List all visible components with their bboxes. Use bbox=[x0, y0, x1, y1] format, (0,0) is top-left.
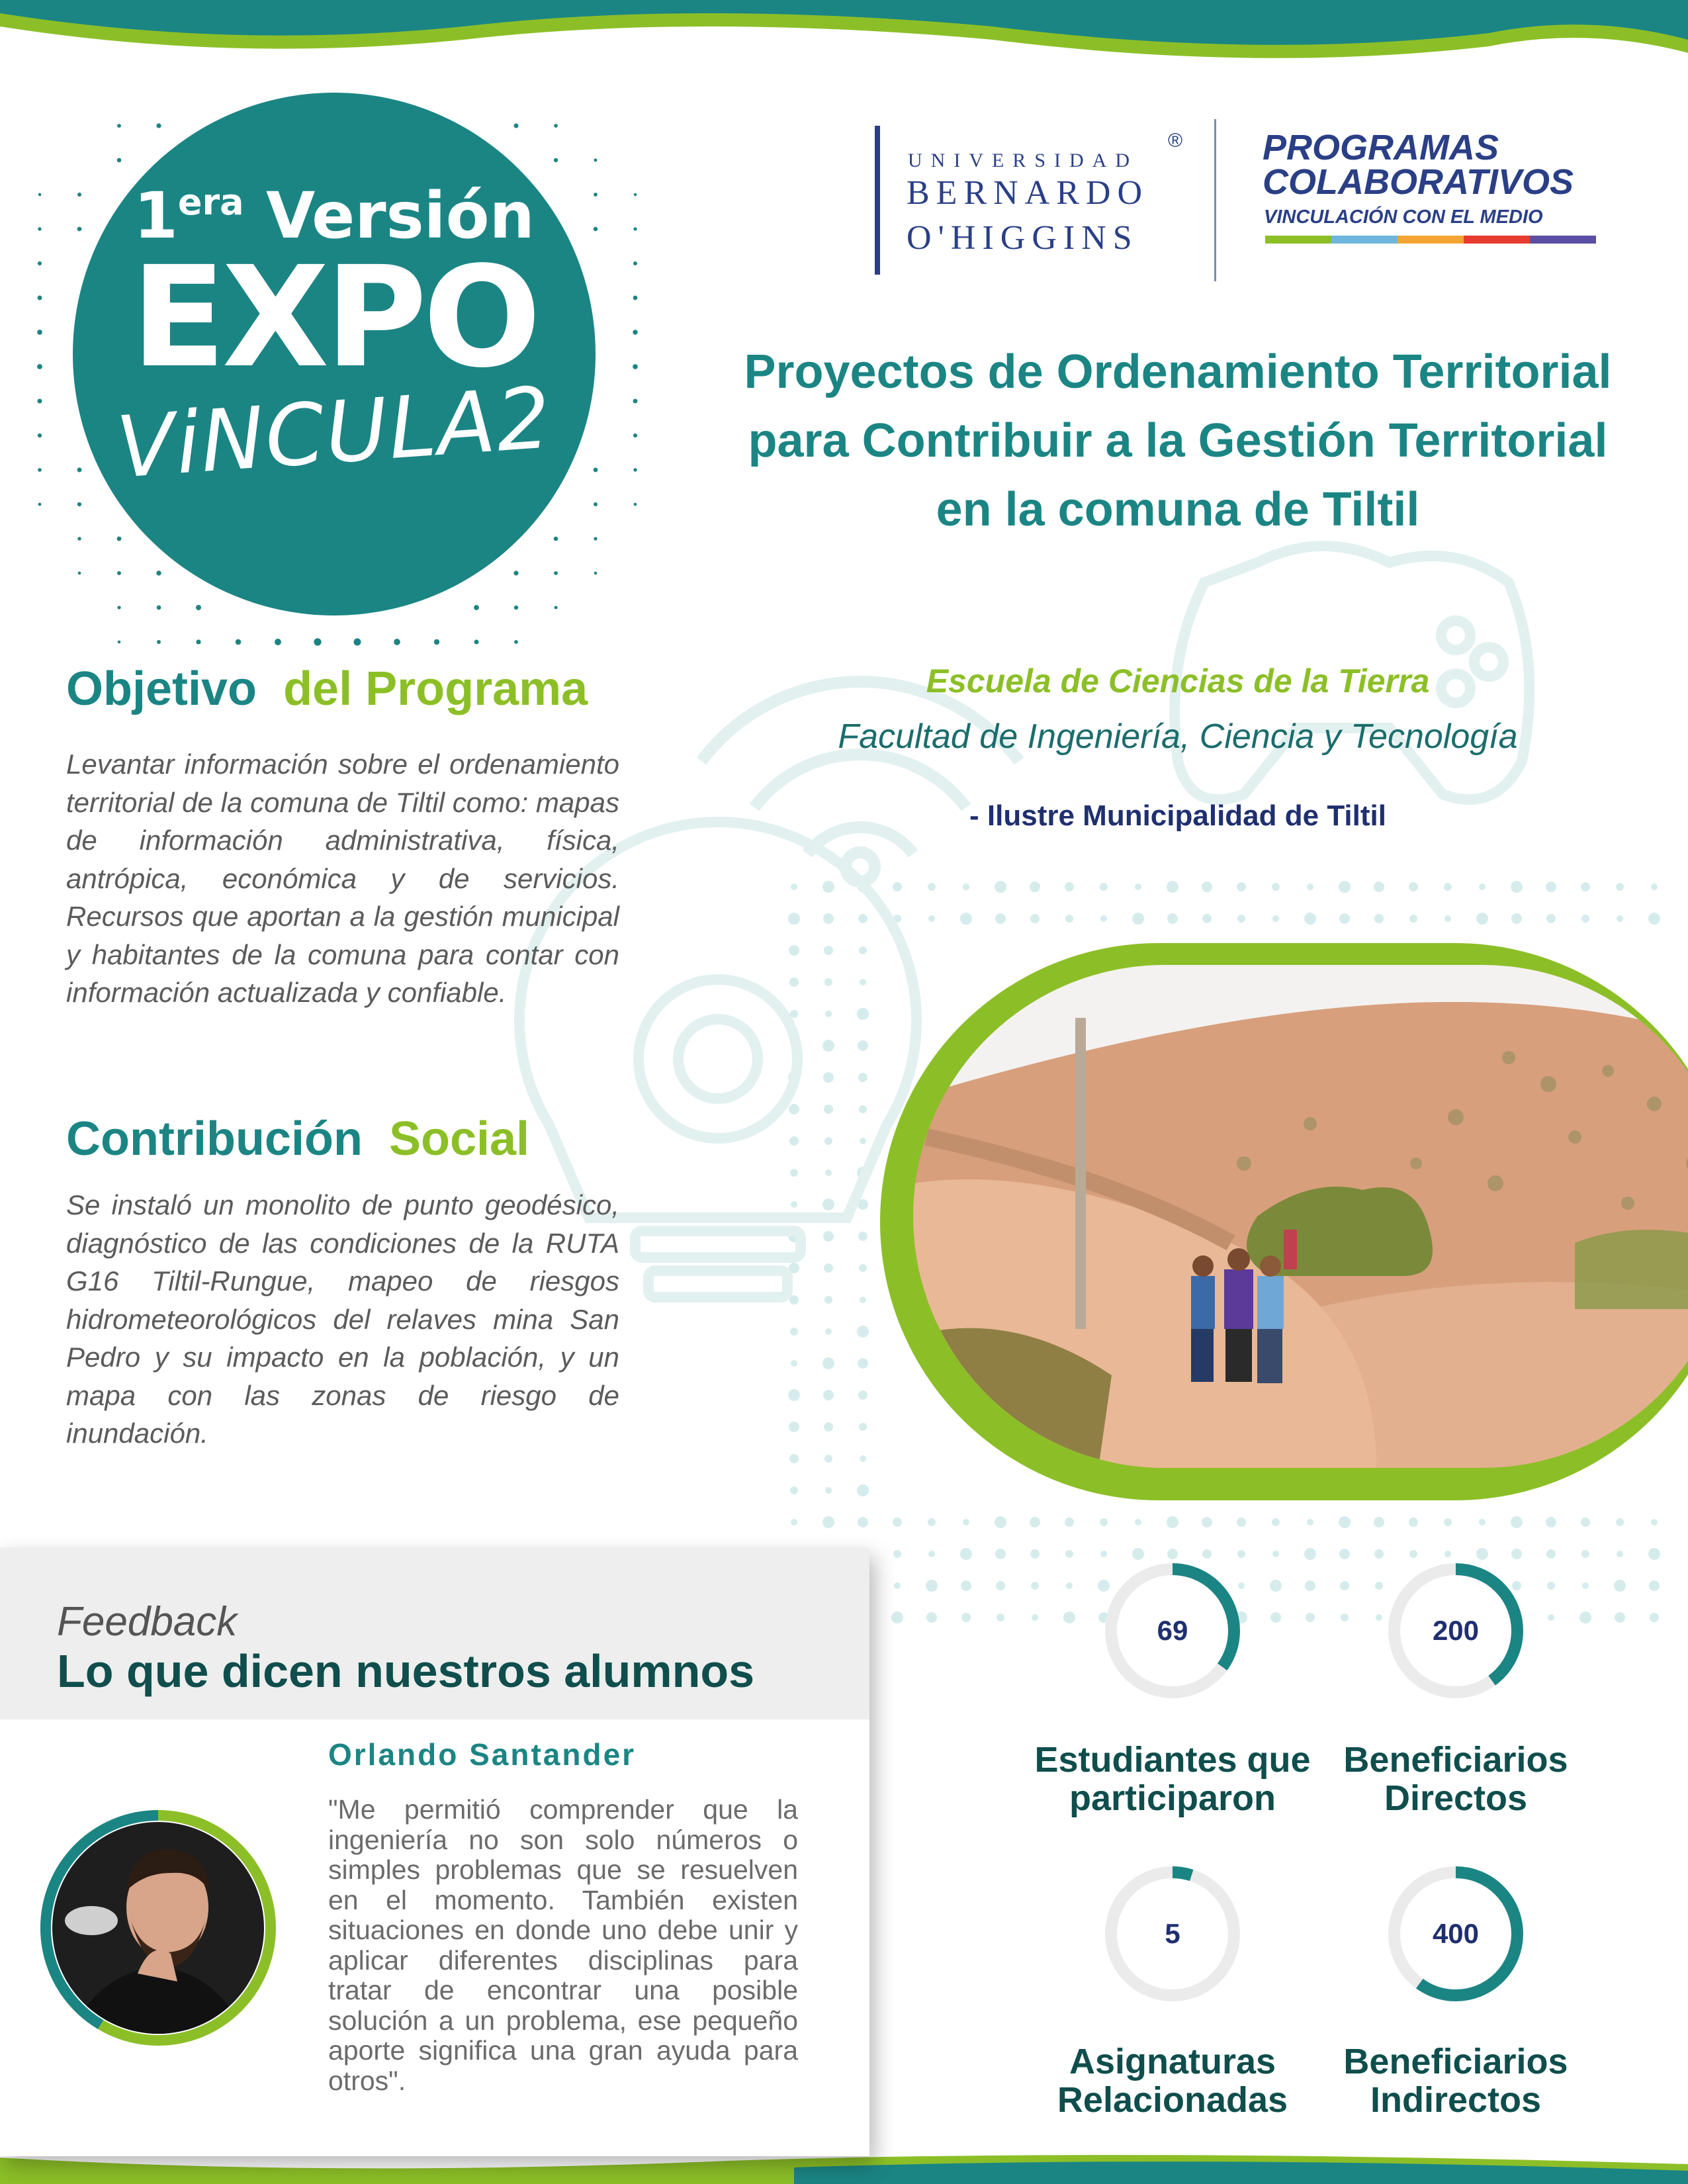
color-strip-segment bbox=[1265, 236, 1331, 244]
decorative-dot bbox=[1032, 1614, 1038, 1621]
decorative-dot bbox=[824, 1137, 832, 1145]
decorative-dot bbox=[858, 1232, 867, 1241]
university-logo-small: UNIVERSIDAD bbox=[908, 150, 1138, 171]
decorative-dot bbox=[1409, 1550, 1417, 1558]
decorative-dot bbox=[157, 606, 161, 610]
decorative-dot bbox=[1648, 1548, 1660, 1560]
decorative-dot bbox=[474, 605, 479, 610]
decorative-dot bbox=[1617, 1551, 1623, 1557]
decorative-dot bbox=[789, 1136, 799, 1146]
decorative-dot bbox=[633, 468, 637, 471]
decorative-dot bbox=[1304, 913, 1316, 925]
decorative-dot bbox=[1409, 1518, 1418, 1527]
decorative-dot bbox=[1270, 1612, 1281, 1623]
decorative-dot bbox=[1272, 1518, 1280, 1526]
stat-value: 400 bbox=[1432, 1918, 1480, 1949]
decorative-dot bbox=[1409, 882, 1418, 891]
decorative-dot bbox=[554, 571, 558, 575]
stat-label: Beneficiarios Indirectos bbox=[1343, 2042, 1568, 2120]
decorative-dot bbox=[791, 1519, 797, 1525]
decorative-dot bbox=[1030, 914, 1040, 923]
decorative-dot bbox=[554, 537, 558, 541]
decorative-dot bbox=[1581, 1550, 1589, 1558]
decorative-dot bbox=[893, 1518, 902, 1527]
decorative-dot bbox=[860, 1455, 866, 1462]
decorative-dot bbox=[1304, 1548, 1316, 1560]
decorative-dot bbox=[514, 124, 519, 128]
decorative-dot bbox=[594, 468, 598, 473]
decorative-dot bbox=[1339, 913, 1350, 924]
decorative-dot bbox=[963, 1519, 969, 1525]
university-logo-line2: O'HIGGINS bbox=[907, 219, 1139, 257]
decorative-dot bbox=[77, 537, 81, 540]
decorative-dot bbox=[1237, 1518, 1246, 1527]
decorative-dot bbox=[824, 1455, 832, 1463]
decorative-dot bbox=[858, 1040, 868, 1051]
decorative-dot bbox=[1272, 883, 1280, 891]
social-heading-part1: Contribución bbox=[66, 1113, 363, 1165]
decorative-dot bbox=[434, 639, 439, 645]
decorative-dot bbox=[822, 1357, 834, 1369]
decorative-dot bbox=[824, 1105, 833, 1114]
decorative-dot bbox=[1476, 913, 1488, 925]
decorative-dot bbox=[1237, 915, 1245, 923]
decorative-dot bbox=[1167, 881, 1178, 893]
decorative-dot bbox=[196, 639, 200, 644]
decorative-dot bbox=[1511, 881, 1523, 893]
decorative-dot bbox=[1376, 1614, 1382, 1621]
decorative-dot bbox=[38, 193, 42, 197]
decorative-dot bbox=[822, 881, 834, 893]
decorative-dot bbox=[857, 1326, 869, 1338]
stat-value: 69 bbox=[1157, 1615, 1188, 1646]
decorative-dot bbox=[1272, 915, 1279, 922]
decorative-dot bbox=[1100, 1551, 1107, 1557]
decorative-dot bbox=[858, 1358, 868, 1369]
decorative-dot bbox=[824, 1263, 833, 1273]
decorative-dot bbox=[825, 1487, 832, 1494]
decorative-dot bbox=[1100, 915, 1107, 922]
decorative-dot bbox=[893, 882, 902, 891]
decorative-dot bbox=[1202, 914, 1212, 923]
decorative-dot bbox=[822, 1199, 834, 1210]
decorative-dot bbox=[1581, 915, 1589, 923]
badge-version: Versión bbox=[266, 179, 535, 253]
decorative-dot bbox=[1031, 1582, 1039, 1590]
decorative-dot bbox=[1579, 1612, 1591, 1623]
decorative-dot bbox=[1511, 1516, 1523, 1528]
decorative-dot bbox=[633, 433, 637, 437]
avatar bbox=[38, 1808, 278, 2048]
decorative-dot bbox=[823, 1390, 834, 1400]
decorative-dot bbox=[791, 884, 797, 890]
decorative-dot bbox=[1202, 1517, 1212, 1527]
decorative-dot bbox=[37, 330, 42, 335]
programs-logo-line1: PROGRAMAS bbox=[1263, 128, 1499, 167]
decorative-dot bbox=[961, 1613, 971, 1622]
decorative-dot bbox=[1307, 1519, 1313, 1525]
decorative-dot bbox=[594, 572, 597, 574]
social-heading bbox=[66, 1112, 529, 1166]
decorative-dot bbox=[995, 1516, 1006, 1528]
decorative-dot bbox=[554, 124, 558, 128]
decorative-dot bbox=[789, 945, 799, 956]
decorative-dot bbox=[1651, 884, 1658, 890]
decorative-dot bbox=[1444, 915, 1451, 922]
decorative-dot bbox=[1617, 915, 1623, 922]
decorative-dot bbox=[823, 1231, 834, 1242]
decorative-dot bbox=[823, 1072, 834, 1083]
decorative-dot bbox=[1065, 882, 1074, 891]
decorative-dot bbox=[789, 978, 799, 987]
decorative-dot bbox=[117, 158, 122, 163]
decorative-dot bbox=[1270, 1580, 1282, 1592]
university-logo-line1: BERNARDO bbox=[907, 174, 1149, 212]
decorative-dot bbox=[1615, 1612, 1625, 1623]
decorative-dot bbox=[1546, 1549, 1556, 1559]
partner-name: - Ilustre Municipalidad de Tiltil bbox=[969, 799, 1386, 832]
decorative-dot bbox=[789, 1454, 799, 1463]
decorative-dot bbox=[996, 1581, 1005, 1590]
decorative-dot bbox=[1065, 915, 1073, 923]
decorative-dot bbox=[1444, 1551, 1451, 1557]
decorative-dot bbox=[1339, 1549, 1350, 1559]
decorative-dot bbox=[790, 1486, 798, 1494]
decorative-dot bbox=[1582, 1582, 1589, 1589]
decorative-dot bbox=[37, 364, 42, 369]
top-wave-decoration bbox=[0, 0, 1688, 73]
decorative-dot bbox=[825, 1011, 832, 1017]
decorative-dot bbox=[196, 605, 201, 610]
decorative-dot bbox=[1339, 881, 1351, 893]
decorative-dot bbox=[926, 1580, 938, 1592]
decorative-dot bbox=[858, 1517, 868, 1527]
decorative-dot bbox=[1616, 1518, 1624, 1526]
decorative-dot bbox=[514, 640, 518, 644]
decorative-dot bbox=[995, 881, 1006, 893]
programs-logo-line3: VINCULACIÓN CON EL MEDIO bbox=[1264, 206, 1543, 228]
decorative-dot bbox=[633, 399, 638, 404]
logo-divider bbox=[1214, 119, 1216, 281]
decorative-dot bbox=[825, 1328, 832, 1335]
decorative-dot bbox=[554, 606, 557, 609]
decorative-dot bbox=[859, 946, 867, 954]
decorative-dot bbox=[117, 606, 120, 609]
decorative-dot bbox=[823, 913, 834, 924]
decorative-dot bbox=[1374, 882, 1384, 892]
decorative-dot bbox=[1065, 1550, 1073, 1558]
stat-label: Asignaturas Relacionadas bbox=[1057, 2042, 1288, 2120]
decorative-dot bbox=[1341, 1614, 1349, 1621]
decorative-dot bbox=[788, 1389, 800, 1401]
decorative-dot bbox=[634, 193, 637, 196]
decorative-dot bbox=[1167, 913, 1178, 924]
decorative-dot bbox=[1374, 914, 1384, 923]
decorative-dot bbox=[928, 883, 936, 891]
decorative-dot bbox=[960, 1548, 972, 1560]
decorative-dot bbox=[822, 1516, 834, 1528]
decorative-dot bbox=[824, 978, 832, 986]
decorative-dot bbox=[78, 572, 81, 575]
decorative-dot bbox=[37, 398, 42, 403]
decorative-dot bbox=[1649, 1580, 1660, 1591]
stat-value: 200 bbox=[1432, 1615, 1480, 1646]
decorative-dot bbox=[1237, 1550, 1245, 1558]
decorative-dot bbox=[858, 914, 867, 923]
decorative-dot bbox=[858, 1390, 867, 1400]
decorative-dot bbox=[857, 1484, 869, 1496]
badge-ordinal: 1 bbox=[134, 179, 178, 253]
school-name: Escuela de Ciencias de la Tierra bbox=[926, 662, 1430, 700]
programs-logo-line2: COLABORATIVOS bbox=[1263, 162, 1574, 202]
decorative-dot bbox=[824, 1296, 832, 1304]
decorative-dot bbox=[513, 570, 518, 575]
decorative-dot bbox=[394, 639, 400, 645]
decorative-dot bbox=[858, 1073, 867, 1082]
decorative-dot bbox=[1648, 913, 1660, 925]
decorative-dot bbox=[859, 1105, 867, 1113]
decorative-dot bbox=[1030, 882, 1040, 892]
decorative-dot bbox=[789, 1422, 799, 1432]
decorative-dot bbox=[825, 1169, 832, 1176]
decorative-dot bbox=[790, 1169, 798, 1177]
decorative-dot bbox=[1546, 1517, 1556, 1527]
color-strip-segment bbox=[1331, 236, 1398, 244]
registered-mark: ® bbox=[1168, 130, 1183, 152]
decorative-dot bbox=[1030, 1549, 1040, 1559]
decorative-dot bbox=[118, 641, 121, 644]
decorative-dot bbox=[633, 296, 638, 300]
social-text: Se instaló un monolito de punto geodésico, diagnóstico de las condiciones de la RUTA G16 Tiltil-Rungue, mapeo de riesgos hidrometeorológicos del relaves mina San Pedro y su impacto en la población, y un mapa con las zonas de riesgo de inundación. bbox=[66, 1189, 619, 1449]
decorative-dot bbox=[1547, 1582, 1555, 1590]
decorative-dot bbox=[926, 1612, 937, 1623]
decorative-dot bbox=[633, 227, 637, 230]
decorative-dot bbox=[1651, 1519, 1658, 1525]
decorative-dot bbox=[1066, 1582, 1073, 1589]
decorative-dot bbox=[38, 503, 42, 506]
decorative-dot bbox=[594, 502, 598, 506]
decorative-dot bbox=[1479, 1519, 1486, 1525]
objective-heading-part1: Objetivo bbox=[66, 662, 257, 715]
badge-vincula: ViNCULA2 bbox=[113, 369, 555, 498]
student-quote: "Me permitió comprender que la ingeniería no son solo números o simples problemas que se resuelven en el momento. También existen situaciones en donde uno debe unir y aplicar diferentes disciplinas para tratar de encontrar una posible solución a un problema, ese pequeño aporte significa una gran ayuda para otros". bbox=[328, 1794, 798, 2096]
decorative-dot bbox=[353, 638, 361, 645]
decorative-dot bbox=[928, 915, 935, 922]
decorative-dot bbox=[554, 158, 558, 162]
decorative-dot bbox=[1444, 1518, 1452, 1526]
decorative-dot bbox=[633, 364, 638, 369]
decorative-dot bbox=[1135, 884, 1141, 890]
decorative-dot bbox=[928, 1518, 936, 1526]
decorative-dot bbox=[1305, 1580, 1315, 1591]
color-strip-segment bbox=[1464, 236, 1530, 244]
objective-heading-part2: del Programa bbox=[283, 662, 588, 715]
decorative-dot bbox=[514, 606, 518, 610]
decorative-dot bbox=[1065, 1518, 1074, 1527]
decorative-dot bbox=[824, 1422, 833, 1432]
decorative-dot bbox=[633, 261, 637, 265]
decorative-dot bbox=[789, 1104, 799, 1115]
field-photo bbox=[913, 965, 1688, 1468]
decorative-dot bbox=[1581, 882, 1590, 891]
decorative-dot bbox=[1650, 1613, 1659, 1622]
decorative-dot bbox=[860, 979, 866, 985]
decorative-dot bbox=[791, 1201, 797, 1208]
field-photo-illustration bbox=[913, 965, 1688, 1468]
decorative-dot bbox=[117, 537, 122, 541]
decorative-dot bbox=[1339, 1516, 1351, 1528]
decorative-dot bbox=[1614, 1580, 1626, 1592]
decorative-dot bbox=[997, 1614, 1004, 1621]
decorative-dot bbox=[633, 330, 637, 334]
decorative-dot bbox=[824, 946, 833, 955]
decorative-dot bbox=[594, 158, 597, 161]
stat-value: 5 bbox=[1165, 1918, 1180, 1949]
decorative-dot bbox=[1237, 882, 1246, 891]
decorative-dot bbox=[1167, 1516, 1178, 1528]
decorative-dot bbox=[474, 639, 478, 644]
decorative-dot bbox=[1306, 1613, 1315, 1622]
decorative-dot bbox=[995, 913, 1006, 924]
decorative-dot bbox=[1548, 1614, 1554, 1621]
wifi-outline-icon bbox=[701, 682, 1019, 882]
decorative-dot bbox=[1546, 882, 1556, 892]
decorative-dot bbox=[1307, 884, 1313, 890]
decorative-dot bbox=[1132, 913, 1144, 925]
decorative-dot bbox=[1063, 1612, 1075, 1623]
student-name: Orlando Santander bbox=[328, 1737, 637, 1772]
decorative-dot bbox=[1581, 1518, 1590, 1527]
stat-label: Estudiantes que participaron bbox=[1034, 1740, 1311, 1818]
social-heading-part2: Social bbox=[388, 1113, 530, 1165]
decorative-dot bbox=[1030, 1517, 1040, 1527]
decorative-dot bbox=[1135, 1519, 1141, 1525]
decorative-dot bbox=[1202, 882, 1212, 892]
page-title: Proyectos de Ordenamiento Territorial para Contribuir a la Gestión Territorial en la comuna de Tiltil bbox=[744, 345, 1612, 536]
decorative-dot bbox=[859, 1423, 867, 1431]
decorative-dot bbox=[1202, 1549, 1212, 1559]
decorative-dot bbox=[117, 124, 121, 128]
decorative-dot bbox=[960, 913, 972, 925]
decorative-dot bbox=[1100, 883, 1108, 891]
avatar-portrait bbox=[38, 1808, 278, 2048]
decorative-dot bbox=[38, 296, 42, 300]
decorative-dot bbox=[860, 1297, 866, 1303]
decorative-dot bbox=[236, 639, 242, 645]
color-strip-segment bbox=[1398, 236, 1464, 244]
color-strip-segment bbox=[1530, 236, 1596, 244]
decorative-dot bbox=[1479, 884, 1486, 890]
decorative-dot bbox=[157, 640, 161, 644]
decorative-dot bbox=[1340, 1581, 1349, 1590]
decorative-dot bbox=[894, 1582, 901, 1589]
feedback-label: Feedback bbox=[57, 1599, 238, 1645]
decorative-dot bbox=[38, 261, 42, 265]
decorative-dot bbox=[156, 570, 161, 575]
decorative-dot bbox=[594, 537, 597, 540]
decorative-dot bbox=[1374, 1549, 1384, 1559]
decorative-dot bbox=[1374, 1517, 1384, 1527]
decorative-dot bbox=[995, 1549, 1006, 1559]
university-logo-bar bbox=[875, 126, 880, 275]
decorative-dot bbox=[790, 1328, 798, 1336]
decorative-dot bbox=[156, 123, 161, 128]
decorative-dot bbox=[1272, 1551, 1279, 1557]
decorative-dot bbox=[891, 1612, 903, 1623]
decorative-dot bbox=[314, 638, 321, 645]
decorative-dot bbox=[961, 1580, 971, 1591]
badge-expo: EXPO bbox=[131, 236, 537, 398]
decorative-dot bbox=[1375, 1582, 1383, 1590]
decorative-dot bbox=[117, 571, 121, 575]
decorative-dot bbox=[857, 1008, 869, 1020]
decorative-dot bbox=[275, 639, 281, 645]
decorative-dot bbox=[38, 227, 41, 230]
decorative-dot bbox=[1100, 1518, 1108, 1526]
decorative-dot bbox=[860, 1138, 866, 1144]
decorative-dot bbox=[893, 1550, 901, 1558]
decorative-dot bbox=[634, 503, 637, 506]
decorative-dot bbox=[928, 1551, 935, 1557]
decorative-dot bbox=[791, 1360, 797, 1367]
decorative-dot bbox=[822, 1040, 834, 1052]
objective-text: Levantar información sobre el ordenamiento territorial de la comuna de Tiltil como: mapas de información administrativa, física, antrópica, económica y de servicios. Recursos que aportan a la gestión municipal y habitantes de la comuna para contar con información actualizada y confiable. bbox=[66, 749, 619, 1008]
decorative-dot bbox=[1511, 913, 1522, 924]
faculty-name: Facultad de Ingeniería, Ciencia y Tecnología bbox=[838, 717, 1518, 756]
decorative-dot bbox=[859, 1264, 867, 1272]
decorative-dot bbox=[1616, 883, 1624, 891]
decorative-dot bbox=[77, 502, 81, 506]
stat-label: Beneficiarios Directos bbox=[1343, 1740, 1568, 1818]
decorative-dot bbox=[1444, 883, 1452, 891]
decorative-dot bbox=[38, 468, 42, 472]
objective-heading bbox=[66, 662, 588, 716]
decorative-dot bbox=[1409, 915, 1417, 923]
badge-ordinal-suffix: era bbox=[177, 181, 244, 223]
decorative-dot bbox=[38, 433, 42, 437]
decorative-dot bbox=[1546, 914, 1556, 923]
decorative-dot bbox=[963, 884, 969, 890]
feedback-title: Lo que dicen nuestros alumnos bbox=[57, 1645, 755, 1697]
decorative-dot bbox=[788, 913, 800, 925]
